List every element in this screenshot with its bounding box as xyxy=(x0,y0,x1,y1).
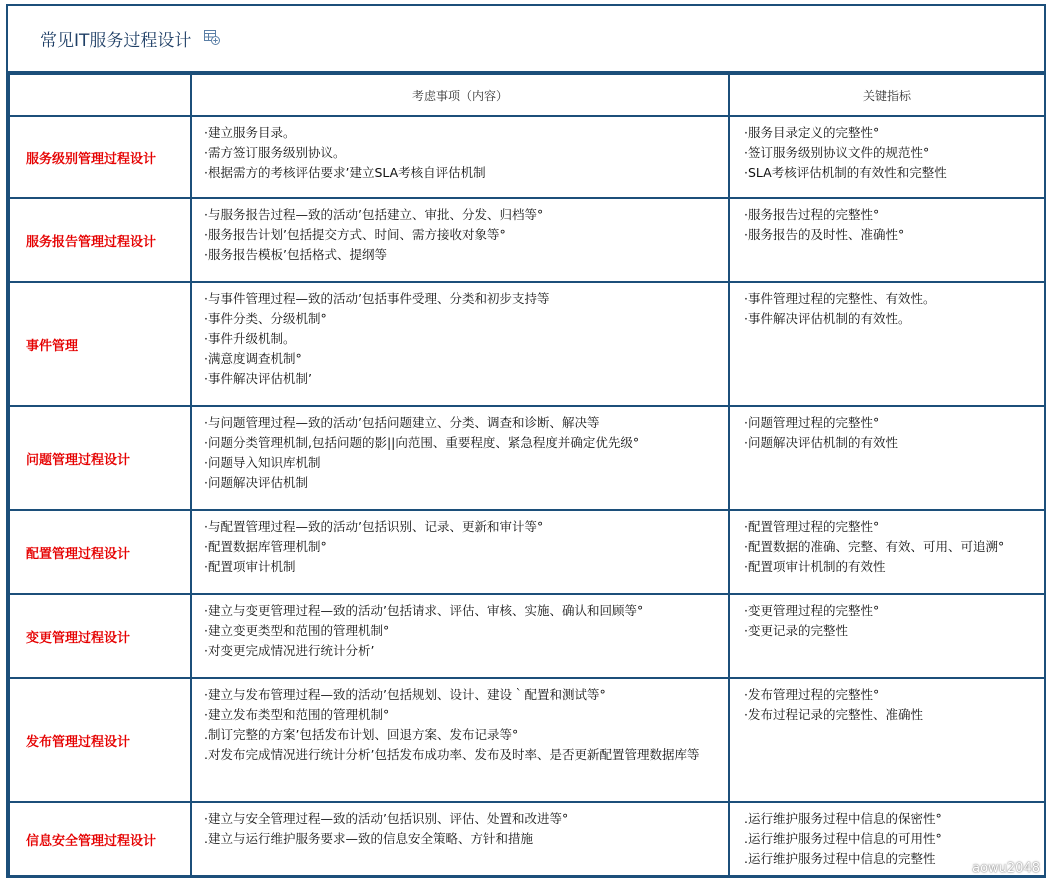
content-line: ·建立变更类型和范围的管理机制° xyxy=(204,623,390,638)
content-cell xyxy=(191,282,729,406)
index-cell xyxy=(729,594,1045,678)
table-frame xyxy=(6,4,1046,878)
index-cell xyxy=(729,198,1045,282)
table-row xyxy=(9,510,1045,594)
content-line: ·服务报告模板’包括格式、提纲等 xyxy=(204,247,387,262)
process-name: 服务级别管理过程设计 xyxy=(9,116,191,198)
process-name: 发布管理过程设计 xyxy=(9,678,191,802)
content-line: ·事件解决评估机制’ xyxy=(204,371,312,386)
index-line: ·SLA考核评估机制的有效性和完整性 xyxy=(744,165,947,180)
title-bar xyxy=(8,6,1044,73)
index-cell xyxy=(729,678,1045,802)
table-row xyxy=(9,406,1045,510)
content-line: ·问题导入知识库机制 xyxy=(204,455,321,470)
header-content: 考虑事项（内容） xyxy=(191,74,729,116)
content-cell xyxy=(191,802,729,876)
watermark: aowu2048 xyxy=(972,861,1040,876)
content-line: ·与事件管理过程—致的活动’包括事件受理、分类和初步支持等 xyxy=(204,291,550,306)
process-name: 问题管理过程设计 xyxy=(9,406,191,510)
content-cell xyxy=(191,198,729,282)
process-name: 事件管理 xyxy=(9,282,191,406)
content-line: .制订完整的方案’包括发布计划、回退方案、发布记录等° xyxy=(204,727,519,742)
index-line: ·事件管理过程的完整性、有效性。 xyxy=(744,291,936,306)
table-row xyxy=(9,802,1045,876)
index-line: ·服务报告的及时性、准确性° xyxy=(744,227,905,242)
content-line: ·需方签订服务级别协议。 xyxy=(204,145,346,160)
content-line: ·与配置管理过程—致的活动’包括识别、记录、更新和审计等° xyxy=(204,519,544,534)
content-cell xyxy=(191,678,729,802)
content-line: ·问题解决评估机制 xyxy=(204,475,308,490)
content-line: ·根据需方的考核评估要求’建立SLA考核自评估机制 xyxy=(204,165,486,180)
index-line: ·变更管理过程的完整性° xyxy=(744,603,880,618)
index-line: .运行维护服务过程中信息的可用性° xyxy=(744,831,942,846)
process-table xyxy=(8,73,1046,877)
content-line: ·建立与变更管理过程—致的活动’包括请求、评估、审核、实施、确认和回顾等° xyxy=(204,603,644,618)
content-line: ·建立与安全管理过程—致的活动’包括识别、评估、处置和改进等° xyxy=(204,811,569,826)
table-row xyxy=(9,116,1045,198)
page-title: 常见IT服务过程设计 xyxy=(40,31,192,51)
process-name: 信息安全管理过程设计 xyxy=(9,802,191,876)
index-line: ·问题管理过程的完整性° xyxy=(744,415,880,430)
index-line: ·服务报告过程的完整性° xyxy=(744,207,880,222)
table-row xyxy=(9,594,1045,678)
content-line: ·配置数据库管理机制° xyxy=(204,539,327,554)
index-line: ·配置数据的准确、完整、有效、可用、可追溯° xyxy=(744,539,1005,554)
index-line: ·配置管理过程的完整性° xyxy=(744,519,880,534)
header-name xyxy=(9,74,191,116)
table-row xyxy=(9,678,1045,802)
content-cell xyxy=(191,116,729,198)
content-line: ·满意度调查机制° xyxy=(204,351,302,366)
content-line: ·服务报告计划’包括提交方式、时间、需方接收对象等° xyxy=(204,227,506,242)
index-cell xyxy=(729,510,1045,594)
index-line: ·事件解决评估机制的有效性。 xyxy=(744,311,911,326)
index-cell xyxy=(729,116,1045,198)
index-line: ·服务目录定义的完整性° xyxy=(744,125,880,140)
content-line: ·事件分类、分级机制° xyxy=(204,311,327,326)
index-line: .运行维护服务过程中信息的完整性 xyxy=(744,851,936,866)
header-index: 关键指标 xyxy=(729,74,1045,116)
content-line: ·与问题管理过程—致的活动’包括问题建立、分类、调查和诊断、解决等 xyxy=(204,415,600,430)
content-line: ·建立发布类型和范围的管理机制° xyxy=(204,707,390,722)
content-line: ·建立服务目录。 xyxy=(204,125,296,140)
index-cell xyxy=(729,406,1045,510)
index-line: ·发布管理过程的完整性° xyxy=(744,687,880,702)
index-line: .运行维护服务过程中信息的保密性° xyxy=(744,811,942,826)
process-name: 服务报告管理过程设计 xyxy=(9,198,191,282)
content-cell xyxy=(191,406,729,510)
content-line: ·对变更完成情况进行统计分析’ xyxy=(204,643,375,658)
content-line: ·建立与发布管理过程—致的活动’包括规划、设计、建设｀配置和测试等° xyxy=(204,687,606,702)
index-line: ·配置项审计机制的有效性 xyxy=(744,559,886,574)
index-line: ·发布过程记录的完整性、准确性 xyxy=(744,707,923,722)
content-line: .对发布完成情况进行统计分析’包括发布成功率、发布及时率、是否更新配置管理数据库等 xyxy=(204,747,700,762)
index-line: ·变更记录的完整性 xyxy=(744,623,848,638)
content-line: .建立与运行维护服务要求—致的信息安全策略、方针和措施 xyxy=(204,831,533,846)
table-row xyxy=(9,198,1045,282)
index-line: ·问题解决评估机制的有效性 xyxy=(744,435,898,450)
index-cell xyxy=(729,282,1045,406)
process-name: 变更管理过程设计 xyxy=(9,594,191,678)
table-header-row xyxy=(9,74,1045,116)
content-cell xyxy=(191,594,729,678)
content-line: ·配置项审计机制 xyxy=(204,559,296,574)
content-line: ·事件升级机制。 xyxy=(204,331,296,346)
content-line: ·问题分类管理机制,包括问题的影||向范围、重要程度、紧急程度并确定优先级° xyxy=(204,435,640,450)
process-name: 配置管理过程设计 xyxy=(9,510,191,594)
table-row xyxy=(9,282,1045,406)
content-cell xyxy=(191,510,729,594)
table-add-icon[interactable] xyxy=(204,30,220,45)
index-line: ·签订服务级别协议文件的规范性° xyxy=(744,145,930,160)
content-line: ·与服务报告过程—致的活动’包括建立、审批、分发、归档等° xyxy=(204,207,544,222)
